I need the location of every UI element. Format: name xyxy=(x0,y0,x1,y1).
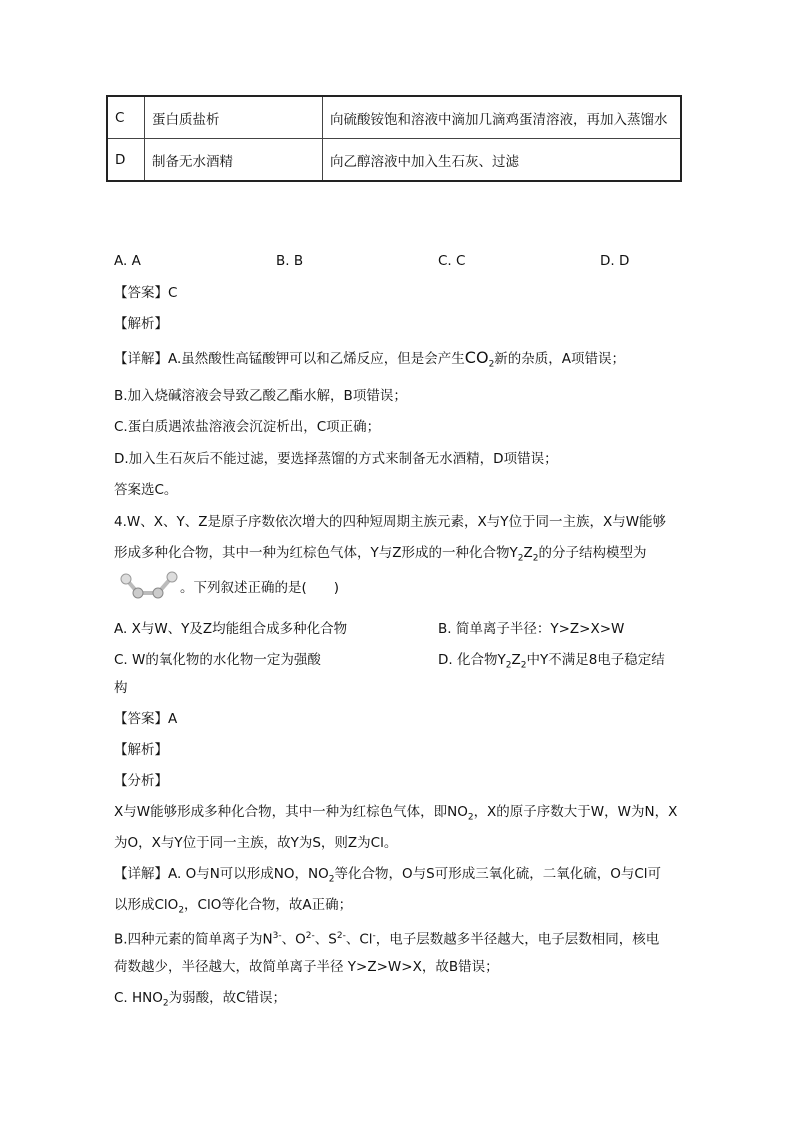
q4-option-d-wrap: 构 xyxy=(114,680,128,696)
options-table xyxy=(106,95,682,182)
method-cell: 向硫酸铵饱和溶液中滴加几滴鸡蛋清溶液，再加入蒸馏水 xyxy=(323,96,682,139)
row-label: D xyxy=(107,139,145,182)
q4-option-c: C. W的氧化物的水化物一定为强酸 xyxy=(114,652,321,668)
q4-option-b: B. 简单离子半径：Y>Z>X>W xyxy=(438,621,625,637)
q4-stem-line3: 。下列叙述正确的是( ) xyxy=(180,580,340,596)
q3-answer: 【答案】C xyxy=(114,285,178,301)
molecule-model-image xyxy=(118,569,180,603)
q4-detail-c: C. $HNO_2$为弱酸，故C错误； xyxy=(114,990,287,1009)
experiment-cell: 制备无水酒精 xyxy=(145,139,323,182)
q3-conclusion: 答案选C。 xyxy=(114,482,178,498)
q3-option-a: A. A xyxy=(114,253,141,269)
q4-detail-a-line2: 以形成ClO$_2$，ClO等化合物，故A正确； xyxy=(114,897,353,916)
q3-option-b: B. B xyxy=(276,253,304,269)
q4-analysis-title: 【解析】 xyxy=(114,742,168,758)
q3-detail-a: 【详解】A.虽然酸性高锰酸钾可以和乙烯反应，但是会产生$CO_2$新的杂质，A项错误； xyxy=(114,348,626,370)
q3-option-d: D. D xyxy=(600,253,630,269)
q4-detail-b-line1: B.四种元素的简单离子为$N^{3-}$、$O^{2-}$、$S^{2-}$、Cl-，电子层数越多半径越大，电子层数相同，核电 xyxy=(114,931,660,948)
q4-detail-a-line1: 【详解】A. O与N可以形成NO，$NO_2$等化合物，O与S可形成三氧化硫，二氧化硫，O与Cl可 xyxy=(114,866,661,885)
method-cell: 向乙醇溶液中加入生石灰、过滤 xyxy=(323,139,682,182)
row-label: C xyxy=(107,96,145,139)
q3-detail-c: C.蛋白质遇浓盐溶液会沉淀析出，C项正确； xyxy=(114,419,381,435)
experiment-cell: 蛋白质盐析 xyxy=(145,96,323,139)
q4-stem-line2: 形成多种化合物，其中一种为红棕色气体，Y与Z形成的一种化合物$Y_2Z_2$的分子结构模型为 xyxy=(114,545,647,564)
q3-option-c: C. C xyxy=(438,253,466,269)
q4-answer: 【答案】A xyxy=(114,711,178,727)
q3-detail-b: B.加入烧碱溶液会导致乙酸乙酯水解，B项错误； xyxy=(114,388,407,404)
q4-stem-line1: 4.W、X、Y、Z是原子序数依次增大的四种短周期主族元素，X与Y位于同一主族，X与W能够 xyxy=(114,514,667,530)
q4-option-a: A. X与W、Y及Z均能组合成多种化合物 xyxy=(114,621,348,637)
q4-option-d: D. 化合物$Y_2Z_2$中Y不满足8电子稳定结 xyxy=(438,652,665,671)
q3-detail-d: D.加入生石灰后不能过滤，要选择蒸馏的方式来制备无水酒精，D项错误； xyxy=(114,451,558,467)
q4-analysis-line1: X与W能够形成多种化合物，其中一种为红棕色气体，即$NO_2$，X的原子序数大于W，W为N，X xyxy=(114,804,678,823)
q3-analysis-title: 【解析】 xyxy=(114,316,168,332)
q4-analysis-line2: 为O，X与Y位于同一主族，故Y为S，则Z为Cl。 xyxy=(114,835,398,851)
q4-detail-b-line2: 荷数越少，半径越大，故简单离子半径 Y>Z>W>X，故B错误； xyxy=(114,959,499,975)
q4-analysis-sub: 【分析】 xyxy=(114,773,168,789)
table-row xyxy=(107,139,681,182)
table-row xyxy=(107,96,681,139)
